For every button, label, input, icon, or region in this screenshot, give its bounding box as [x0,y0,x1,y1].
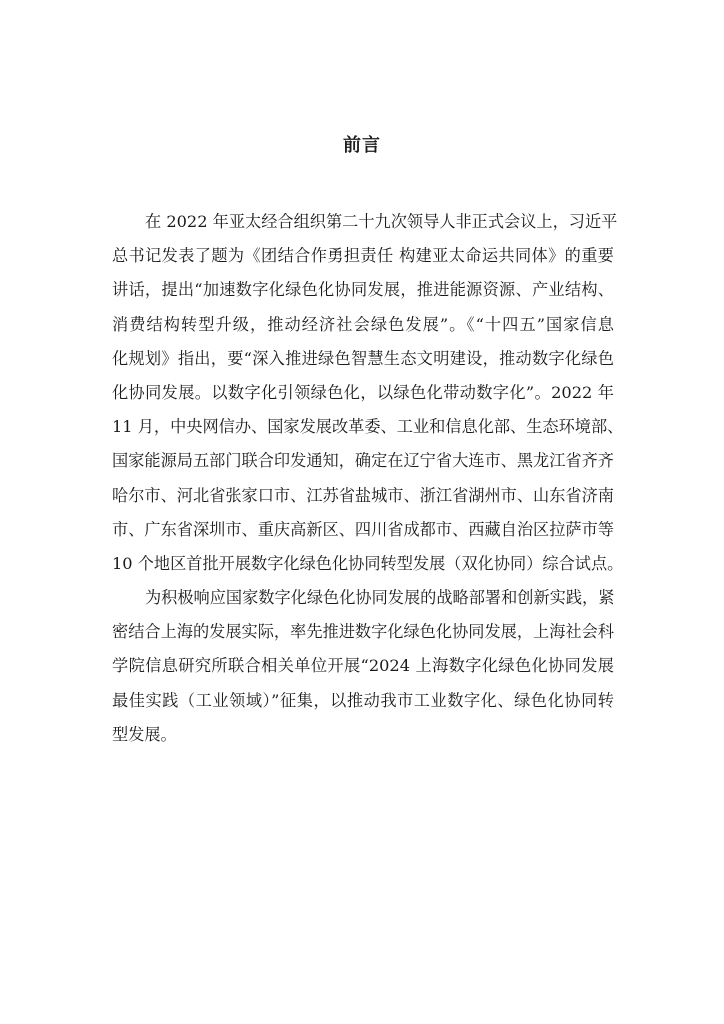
text-line: 讲话，提出“加速数字化绿色化协同发展，推进能源资源、产业结构、 [112,280,614,300]
text-line: 消费结构转型升级，推动经济社会绿色发展”。《“十四五”国家信息 [112,314,614,334]
text-line: 国家能源局五部门联合印发通知，确定在辽宁省大连市、黑龙江省齐齐 [112,451,614,471]
paragraph [112,205,624,581]
text-line: 最佳实践（工业领域）”征集，以推动我市工业数字化、绿色化协同转 [112,690,614,710]
text-line: 在 2022 年亚太经合组织第二十九次领导人非正式会议上，习近平 [145,212,618,231]
text-line: 市、广东省深圳市、重庆高新区、四川省成都市、西藏自治区拉萨市等 [112,519,614,539]
text-line: 11 月，中央网信办、国家发展改革委、工业和信息化部、生态环境部、 [112,417,624,437]
page-title: 前言 [343,135,381,156]
text-line: 哈尔市、河北省张家口市、江苏省盐城市、浙江省湖州市、山东省济南 [112,485,614,505]
text-line: 化规划》指出，要“深入推进绿色智慧生态文明建设，推动数字化绿色 [112,348,614,368]
paragraph [112,581,614,752]
text-line: 10 个地区首批开展数字化绿色化协同转型发展（双化协同）综合试点。 [112,553,624,573]
text-line: 型发展。 [112,724,177,744]
text-line: 为积极响应国家数字化绿色化协同发展的战略部署和创新实践，紧 [145,588,615,608]
text-line: 化协同发展。以数字化引领绿色化，以绿色化带动数字化”。2022 年 [112,382,614,402]
text-line: 密结合上海的发展实际，率先推进数字化绿色化协同发展，上海社会科 [112,622,614,642]
text-line: 总书记发表了题为《团结合作勇担责任 构建亚太命运共同体》的重要 [112,246,614,266]
document-body [112,205,624,752]
text-line: 学院信息研究所联合相关单位开展“2024 上海数字化绿色化协同发展 [112,656,614,676]
